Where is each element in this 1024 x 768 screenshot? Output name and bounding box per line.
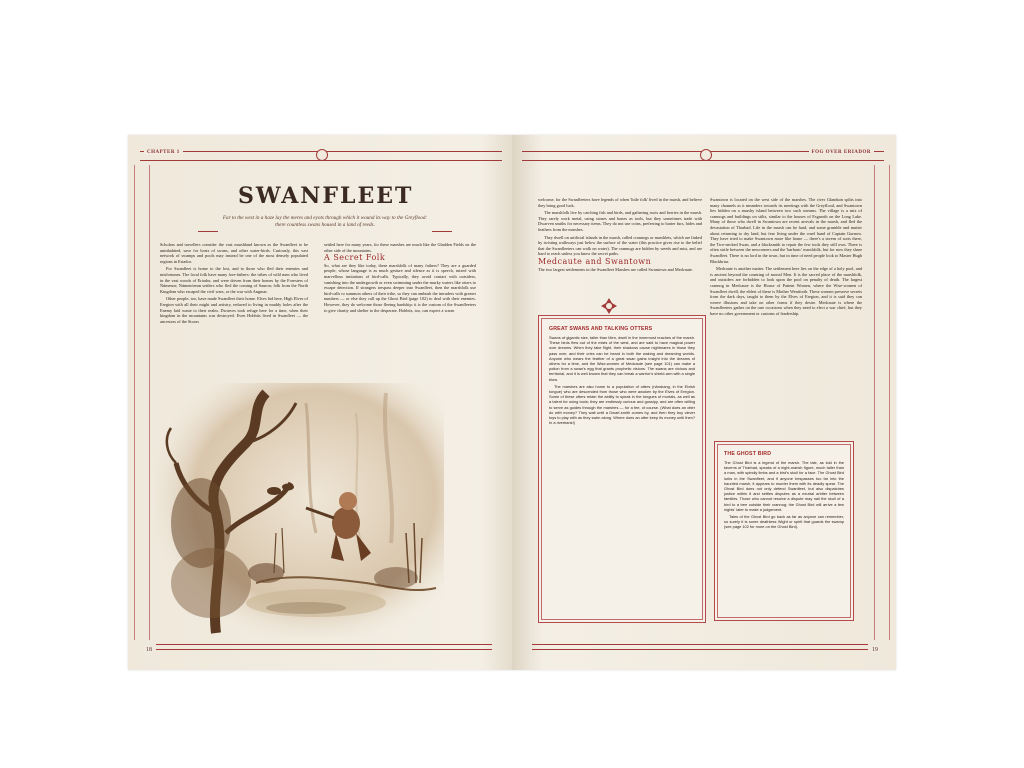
page-number: 18 (146, 647, 152, 653)
side-border (874, 165, 890, 640)
text-column-2 (710, 197, 862, 437)
paragraph: Tales of the Ghost Bird go back as far as anyone can remember, so surely it is some deathless Wight or spirit that guards the swamp (see page 102 for more on the Ghost Bird). (724, 514, 844, 530)
page-number: 19 (872, 647, 878, 653)
box-body (724, 460, 844, 530)
page-title: SWANFLEET (238, 183, 414, 209)
side-border (134, 165, 150, 640)
footer-border (532, 644, 868, 650)
paragraph: The Ghost Bird is a legend of the marsh. The tale, as told in the taverns of Tharbad, speaks of a night-marish figure, much taller than a man, with spindly limbs and a bird's skull for a face. The Ghost Bird lurks in the Swanfleet, and if anyone trespasses too far into the haunted marsh, it appears to murder them with its deadly spear. The Ghost Bird does not only defend Swanfleet, but also dispatches justice within it and settles disputes as a neutral arbiter between families. Those who cannot resolve a dispute may nail the skull of a bird to a tree outside their crannog; the Ghost Bird will arrive a few nights' later to make a judgement. (724, 460, 844, 512)
chapter-header: FOG OVER ERIADOR (809, 150, 874, 155)
paragraph: The marshfolk live by catching fish and birds, and gathering roots and berries in the marsh. They rarely work metal, using stones and bones as tools, but they sometimes trade with Dwarven smiths for necessary items. They do not use coins, preferring to barter furs, hides and feathers from the marshes. (538, 210, 702, 232)
epigraph-rule (432, 231, 452, 232)
marsh-illustration (156, 383, 444, 637)
right-page (512, 135, 896, 670)
paragraph: Swans of gigantic size, taller than Men, dwell in the innermost reaches of the marsh. These birds flew out of the mists of the west, and are said to have magical power over dreams. When they take flight, their shadows cause nightmares in those they pass over, and their cries can be heard in both the waking and dreaming worlds. Anyone who wears the feather of a great swan gains insight into the dreams of others for a time, and the Wise-women of Medcaute (see page 101) can make a potion from a swan's egg that grants prophetic visions. The swans are vicious and territorial, and it is well known that they can break a warrior's shield-arm with a single blow. (549, 335, 695, 382)
paragraph: They dwell on artificial islands in the marsh, called crannogs or marshlets, which are linked by twisting walkways just below the surface of the water (this practice gives rise to the belief that the Swanfleeters can walk on water). The crannogs are hidden by weeds and mist, and are hard to reach unless you know the secret paths. (538, 234, 702, 257)
paragraph: welcome, for the Swanfleeters have legends of when 'little folk' lived in the marsh, and believe they bring good luck. (538, 197, 702, 208)
header-ornament-icon (700, 149, 712, 161)
paragraph: Scholars and travellers consider the vast marshland known as the Swanfleet to be uninhabited, save for hosts of swans, and other water-birds. Curiously, this vast network of swamps and pools may instead be one of the most densely populated regions in Eriador. (160, 242, 308, 264)
book-spread (128, 135, 896, 670)
sidebar-box-swans (538, 315, 706, 623)
text-column-2 (324, 242, 476, 380)
section-heading: Medcaute and Swantown (538, 256, 652, 266)
paragraph: Medcaute is another matter. The settlement here lies on the edge of a holy pool, and is ancient beyond the counting of mortal Men. It is the sacred place of the marshfolk, and outsiders are forbidden to look upon the pool on penalty of death. The largest crannog in Medcaute is the House of Patient Women, where the Wise-women of Swanfleet dwell, the eldest of these is Mother Wentforth. These women preserve secrets from the dark days, taught to them by the Elves of Eregion, and it is said they can weave illusions and take on other forms if they desire. Medcaute is where the Swanfleeters gather on the rare occasions when they need to elect a war chief, but they have no other government or customs of leadership. (710, 266, 862, 316)
section-heading: A Secret Folk (324, 253, 386, 263)
text-column-1 (538, 197, 702, 327)
paragraph: So, what are they like today, these marshfolk of many fathers? They are a guarded people, whose language is as much gesture and silence as it is speech, mixed with marvellous imitations of bird-calls. Typically, they avoid contact with outsiders, vanishing into the undergrowth or even swimming under the murky waters like otters to escape detection. If strangers trespass deeper into Swanfleet, then the marshfolk use bird-calls to summon others of their tribe, so they can ambush the intruders with greater numbers — or else they call up the Ghost Bird (page 102) to deal with their enemies. However, they do welcome those fleeing hardship: it is the custom of the Swanfleeters to give charity and shelter to the desperate. Hobbits, too, can expect a warm (324, 262, 476, 313)
epigraph-rule (198, 231, 218, 232)
box-title: THE GHOST BIRD (724, 451, 772, 457)
paragraph: Swantown is located on the west side of the marshes. The river Glanduin splits into many channels as it meanders towards its meetings with the Greyflood, and Swantown lies hidden on a marshy island between two such streams. The village is a mix of crannogs and buildings on stilts, similar to the houses of Esgaroth on the Long Lake. Many of those who dwell in Swantown are recent arrivals in the marsh, and fled the devastation of Tharbad. Life in the marsh can be hard, and some grumble and mutter about returning to dry land, but fear living under the cruel hand of Captain Gurnow. They have tried to make Swantown more like home — there's a tavern of sorts there, the Two-necked Swan, and a blacksmith to repair the few tools they still own. There is often strife between the newcomers and the 'barbaric' marshfolk, but for now they share Swanfleet. There is no lord in the town, but in time of need people look to Master Hugh Blackbriar. (710, 197, 862, 264)
paragraph: The marshes are also home to a population of otters (nândrang, in the Elvish tongue) who are descended from those who were awoken by the Elves of Eregion. Some of these otters retain the ability to speak in the tongues of mortals, as well as a talent for using tools; they are endlessly curious and gossipy, and are often willing to serve as guides through the marshes — for a fee, of course. (What does an otter do with money? They wait until a Dwarf-smith comes by, and then they buy clever toys to play with as they swim along. Where does an otter keep its money until then? In a riverbank!) (549, 383, 695, 426)
box-title: GREAT SWANS AND TALKING OTTERS (549, 326, 653, 332)
text-column-1 (160, 242, 308, 380)
paragraph: settled here for many years, for these marshes are much like the Gladden Fields on the other side of the mountains. (324, 242, 476, 253)
epigraph: Far to the west in a haze lay the meres and eyots through which it wound its way to the Greyflood: there countless swans housed in a land of reeds. (222, 215, 428, 228)
paragraph: Other people, too, have made Swanfleet their home. Elves hid here, High Elves of Eregion with all their might and artistry, reduced to living in muddy holes after the Enemy laid waste to their realm. Dwarves took refuge here for a time, when their kingdom in the mountains was destroyed. Even Hobbits lived in Swanfleet — the ancestors of the Stoors (160, 296, 308, 324)
chapter-header: CHAPTER 1 (144, 150, 183, 155)
sidebar-box-ghost-bird (714, 441, 854, 621)
paragraph: For Swanfleet is home to the lost, and to those who fled their enemies and misfortunes. The local folk have many fore-fathers: the tribes of wild men who lived in the vast woods of Eriador, and were driven from their homes by the Foresters of Númenor; Númenórean settlers who fled the coming of Sauron; folk from the North Kingdom who escaped the civil wars, or the war with Angmar. (160, 266, 308, 294)
left-page (128, 135, 512, 670)
header-ornament-icon (316, 149, 328, 161)
footer-border (156, 644, 492, 650)
paragraph: The two largest settlements in the Swanfleet Marshes are called Swantown and Medcaute. (538, 266, 693, 272)
swan-emblem-icon (600, 297, 618, 315)
box-body (549, 335, 695, 425)
